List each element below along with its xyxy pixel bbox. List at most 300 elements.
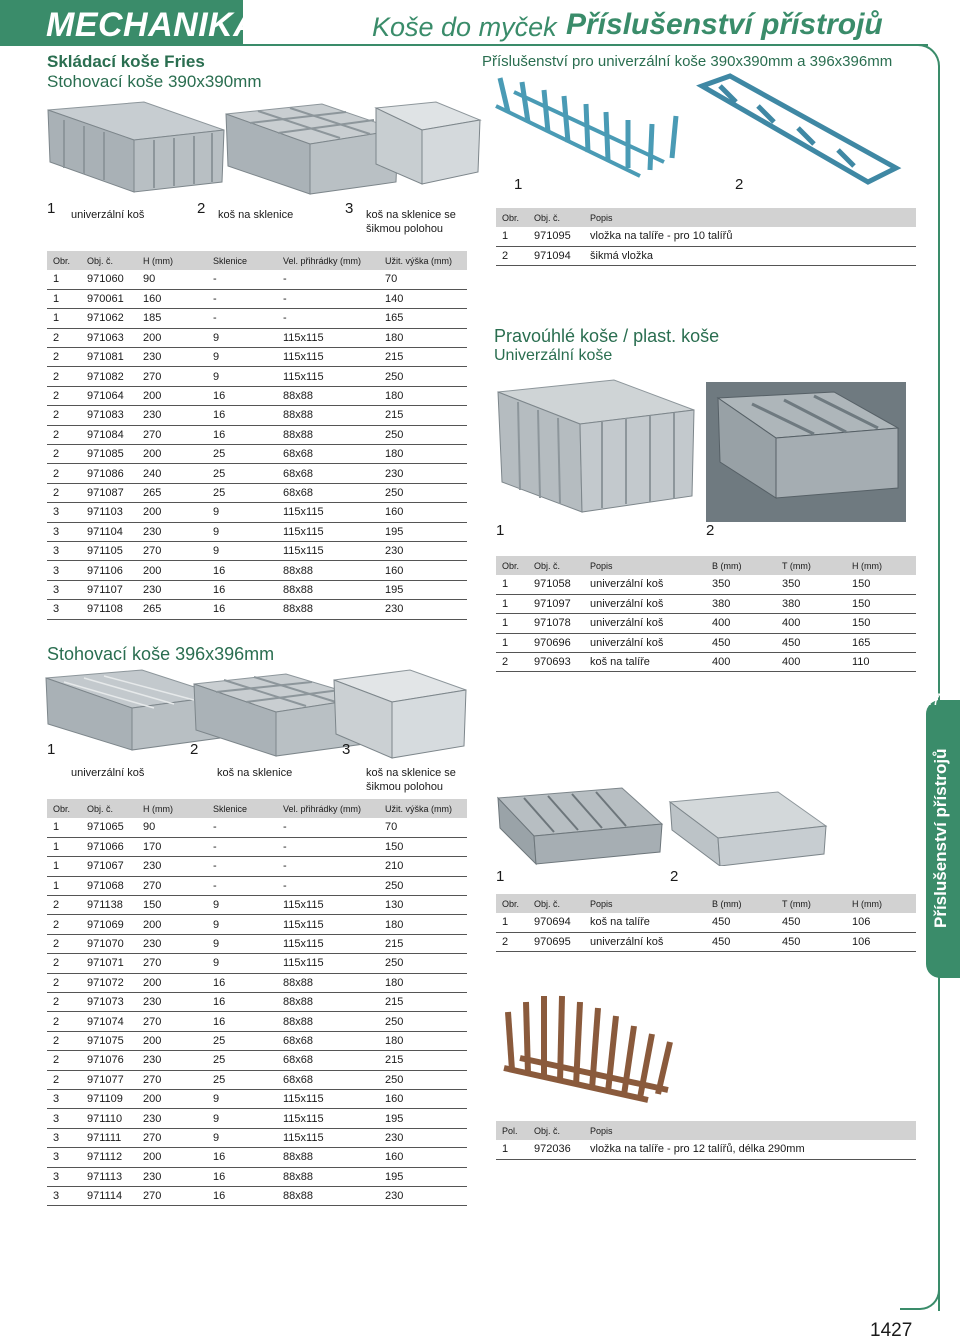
table-cell: 270 xyxy=(137,541,207,560)
table-cell: 115x115 xyxy=(277,934,379,953)
table-cell: 2 xyxy=(496,246,528,265)
table-row xyxy=(47,818,467,837)
col-header: H (mm) xyxy=(137,251,207,270)
table-row xyxy=(47,503,467,522)
table-cell: 250 xyxy=(379,1012,467,1031)
table-cell: 3 xyxy=(47,541,81,560)
table-cell: 265 xyxy=(137,483,207,502)
table-cell: 1 xyxy=(47,270,81,289)
item-3-label: koš na sklenice se šikmou polohou xyxy=(366,767,456,793)
table-cell: 9 xyxy=(207,522,277,541)
table-header-row xyxy=(496,208,916,227)
table-row xyxy=(47,561,467,580)
section-subheading-396: Stohovací koše 396x396mm xyxy=(47,644,275,664)
table-cell: 9 xyxy=(207,1109,277,1128)
table-cell: 115x115 xyxy=(277,522,379,541)
table-cell: 68x68 xyxy=(277,464,379,483)
table-cell: 3 xyxy=(47,1109,81,1128)
table-row xyxy=(47,425,467,444)
table-cell: 971138 xyxy=(81,896,137,915)
table-cell: 2 xyxy=(47,973,81,992)
table-row xyxy=(496,227,916,246)
table-cell: 2 xyxy=(47,406,81,425)
table-cell: 88x88 xyxy=(277,386,379,405)
table-cell: 971112 xyxy=(81,1148,137,1167)
table-cell: 971111 xyxy=(81,1128,137,1147)
table-cell: 2 xyxy=(47,425,81,444)
table-cell: 230 xyxy=(137,1167,207,1186)
table-row xyxy=(47,386,467,405)
table-cell: 971075 xyxy=(81,1031,137,1050)
table-cell: 971073 xyxy=(81,993,137,1012)
table-cell: univerzální koš xyxy=(584,594,706,613)
table-cell: 971095 xyxy=(528,227,584,246)
universal-basket-images xyxy=(494,378,908,528)
accessory-1-number: 1 xyxy=(514,176,523,193)
table-cell: 9 xyxy=(207,348,277,367)
table-cell: 16 xyxy=(207,1012,277,1031)
table-cell: 971109 xyxy=(81,1089,137,1108)
table-cell: 115x115 xyxy=(277,896,379,915)
table-header-row xyxy=(496,556,916,575)
table-cell: 115x115 xyxy=(277,541,379,560)
table-cell: 90 xyxy=(137,818,207,837)
table-cell: 230 xyxy=(137,934,207,953)
item-1-label: univerzální koš xyxy=(71,767,145,779)
table-cell: 972036 xyxy=(528,1140,584,1159)
table-cell: 971081 xyxy=(81,348,137,367)
table-cell: 88x88 xyxy=(277,973,379,992)
table-cell: 2 xyxy=(47,934,81,953)
col-header: Obr. xyxy=(496,556,528,575)
table-cell: 2 xyxy=(47,1070,81,1089)
table-cell: 971068 xyxy=(81,876,137,895)
col-header: Vel. přihrádky (mm) xyxy=(277,251,379,270)
table-cell: vložka na talíře - pro 10 talířů xyxy=(584,227,916,246)
col-header: Užit. výška (mm) xyxy=(379,799,467,818)
table-cell: 970061 xyxy=(81,289,137,308)
table-row xyxy=(47,445,467,464)
table-cell: 3 xyxy=(47,1148,81,1167)
table-cell: 270 xyxy=(137,954,207,973)
table-cell: 250 xyxy=(379,1070,467,1089)
table-cell: 230 xyxy=(137,522,207,541)
table-cell: 9 xyxy=(207,367,277,386)
table-row xyxy=(47,309,467,328)
table-cell: 971087 xyxy=(81,483,137,502)
table-cell: 971070 xyxy=(81,934,137,953)
table-cell: 195 xyxy=(379,1167,467,1186)
table-cell: 2 xyxy=(496,653,528,672)
table-cell: 25 xyxy=(207,445,277,464)
col-header: Sklenice xyxy=(207,799,277,818)
table-row xyxy=(47,289,467,308)
table-cell: 16 xyxy=(207,386,277,405)
table-cell: 2 xyxy=(47,1012,81,1031)
col-header: H (mm) xyxy=(137,799,207,818)
table-cell: koš na talíře xyxy=(584,913,706,932)
table-row xyxy=(47,934,467,953)
item-2-label: koš na sklenice xyxy=(218,209,294,221)
table-cell: - xyxy=(207,309,277,328)
large-1-number: 1 xyxy=(496,868,505,885)
table-cell: 2 xyxy=(47,896,81,915)
table-cell: 130 xyxy=(379,896,467,915)
table-row xyxy=(47,464,467,483)
table-cell: 971063 xyxy=(81,328,137,347)
table-row xyxy=(496,575,916,594)
table-row xyxy=(47,876,467,895)
table-cell: 971062 xyxy=(81,309,137,328)
table-cell: 3 xyxy=(47,1186,81,1205)
table-cell: 200 xyxy=(137,445,207,464)
table-cell: 9 xyxy=(207,896,277,915)
table-row xyxy=(496,633,916,652)
table-row xyxy=(47,1089,467,1108)
table-cell: 3 xyxy=(47,580,81,599)
table-cell: 180 xyxy=(379,328,467,347)
table-cell: 3 xyxy=(47,1089,81,1108)
table-cell: 1 xyxy=(496,1140,528,1159)
table-cell: 200 xyxy=(137,915,207,934)
table-cell: 88x88 xyxy=(277,1148,379,1167)
table-cell: 971084 xyxy=(81,425,137,444)
table-cell: 88x88 xyxy=(277,993,379,1012)
table-cell: univerzální koš xyxy=(584,932,706,951)
table-cell: - xyxy=(207,837,277,856)
table-cell: 215 xyxy=(379,348,467,367)
table-cell: 270 xyxy=(137,1012,207,1031)
glass-crate-image xyxy=(226,104,398,194)
brand-title: MECHANIKA xyxy=(46,6,259,44)
table-cell: 250 xyxy=(379,367,467,386)
table-cell: 970693 xyxy=(528,653,584,672)
table-cell: 180 xyxy=(379,386,467,405)
table-cell: 270 xyxy=(137,425,207,444)
table-cell: 16 xyxy=(207,600,277,619)
section-heading-fries: Skládací koše Fries xyxy=(47,52,205,71)
table-cell: 25 xyxy=(207,464,277,483)
table-cell: 88x88 xyxy=(277,1186,379,1205)
table-cell: 140 xyxy=(379,289,467,308)
table-cell: 9 xyxy=(207,915,277,934)
table-cell: 970696 xyxy=(528,633,584,652)
table-cell: 25 xyxy=(207,483,277,502)
table-cell: 971104 xyxy=(81,522,137,541)
table-cell: 230 xyxy=(137,993,207,1012)
table-cell: 210 xyxy=(379,857,467,876)
table-cell: 200 xyxy=(137,386,207,405)
table-cell: 88x88 xyxy=(277,1167,379,1186)
table-cell: 450 xyxy=(706,932,776,951)
table-cell: 150 xyxy=(379,837,467,856)
table-cell: 250 xyxy=(379,876,467,895)
table-row xyxy=(496,594,916,613)
table-cell: vložka na talíře - pro 12 talířů, délka 290mm xyxy=(584,1140,916,1159)
table-cell: 970694 xyxy=(528,913,584,932)
table-cell: 971082 xyxy=(81,367,137,386)
table-cell: 265 xyxy=(137,600,207,619)
item-3-number: 3 xyxy=(345,200,354,217)
table-cell: 971086 xyxy=(81,464,137,483)
table-cell: 160 xyxy=(379,561,467,580)
table-cell: 3 xyxy=(47,1128,81,1147)
table-cell: 971094 xyxy=(528,246,584,265)
table-cell: 2 xyxy=(47,328,81,347)
col-header: Vel. přihrádky (mm) xyxy=(277,799,379,818)
table-cell: 25 xyxy=(207,1070,277,1089)
table-row xyxy=(47,1186,467,1205)
table-cell: 400 xyxy=(776,653,846,672)
table-row xyxy=(496,614,916,633)
footer-corner xyxy=(900,1290,940,1310)
accessory-2-number: 2 xyxy=(735,176,744,193)
col-header: Popis xyxy=(584,556,706,575)
table-cell: 68x68 xyxy=(277,1070,379,1089)
table-row xyxy=(47,993,467,1012)
table-cell: 70 xyxy=(379,818,467,837)
table-cell: 88x88 xyxy=(277,580,379,599)
table-cell: 971067 xyxy=(81,857,137,876)
col-header: Obr. xyxy=(47,799,81,818)
col-header: Sklenice xyxy=(207,251,277,270)
table-cell: - xyxy=(207,289,277,308)
table-cell: 150 xyxy=(846,575,916,594)
table-cell: 200 xyxy=(137,973,207,992)
table-cell: 230 xyxy=(137,580,207,599)
table-cell: 215 xyxy=(379,934,467,953)
table-cell: 971114 xyxy=(81,1186,137,1205)
table-header-row xyxy=(47,251,467,270)
col-header: Obr. xyxy=(496,894,528,913)
table-cell: 2 xyxy=(47,1031,81,1050)
table-row xyxy=(47,915,467,934)
table-cell: 380 xyxy=(706,594,776,613)
table-cell: 165 xyxy=(379,309,467,328)
table-cell: 2 xyxy=(47,483,81,502)
table-cell: 450 xyxy=(776,913,846,932)
table-cell: 180 xyxy=(379,973,467,992)
table-cell: 200 xyxy=(137,328,207,347)
table-cell: 971110 xyxy=(81,1109,137,1128)
rect-baskets-heading: Pravoúhlé koše / plast. koše xyxy=(494,326,720,346)
table-cell: 450 xyxy=(706,633,776,652)
table-cell: 16 xyxy=(207,561,277,580)
table-cell: 170 xyxy=(137,837,207,856)
item-2-number: 2 xyxy=(190,741,199,758)
table-row xyxy=(496,1140,916,1159)
table-cell: 16 xyxy=(207,973,277,992)
table-cell: 115x115 xyxy=(277,1109,379,1128)
plate-basket-450-image xyxy=(498,788,662,864)
table-cell: 150 xyxy=(846,614,916,633)
table-cell: 115x115 xyxy=(277,328,379,347)
table-row xyxy=(47,1070,467,1089)
table-row xyxy=(47,1012,467,1031)
table-cell: 250 xyxy=(379,483,467,502)
table-cell: 400 xyxy=(706,614,776,633)
col-header: T (mm) xyxy=(776,556,846,575)
table-cell: 971106 xyxy=(81,561,137,580)
table-cell: 195 xyxy=(379,580,467,599)
table-row xyxy=(47,406,467,425)
table-cell: 250 xyxy=(379,425,467,444)
table-cell: 380 xyxy=(776,594,846,613)
table-cell: 180 xyxy=(379,915,467,934)
col-header: Obj. č. xyxy=(81,251,137,270)
table-row xyxy=(47,483,467,502)
table-row xyxy=(47,600,467,619)
table-cell: 9 xyxy=(207,1128,277,1147)
table-cell: 200 xyxy=(137,1031,207,1050)
table-cell: 350 xyxy=(706,575,776,594)
table-row xyxy=(496,246,916,265)
table-cell: 2 xyxy=(47,954,81,973)
table-cell: 971069 xyxy=(81,915,137,934)
table-cell: 450 xyxy=(706,913,776,932)
table-cell: 1 xyxy=(496,913,528,932)
table-cell: 270 xyxy=(137,367,207,386)
section-title: Koše do myček xyxy=(372,12,557,42)
side-tab-label: Příslušenství přístrojů xyxy=(931,748,950,928)
table-cell: 200 xyxy=(137,503,207,522)
table-row xyxy=(47,837,467,856)
accessories-heading: Příslušenství pro univerzální koše 390x390mm a 396x396mm xyxy=(482,53,893,70)
category-title: Příslušenství přístrojů xyxy=(566,8,883,41)
table-row xyxy=(47,1031,467,1050)
table-row xyxy=(47,1109,467,1128)
table-cell: - xyxy=(207,857,277,876)
table-row xyxy=(47,1167,467,1186)
table-cell: 160 xyxy=(379,503,467,522)
table-cell: 200 xyxy=(137,1148,207,1167)
col-header: Obj. č. xyxy=(528,894,584,913)
table-cell: 230 xyxy=(379,1186,467,1205)
table-cell: 160 xyxy=(137,289,207,308)
col-header: H (mm) xyxy=(846,556,916,575)
table-cell: 230 xyxy=(379,600,467,619)
table-cell: 115x115 xyxy=(277,367,379,386)
table-cell: 88x88 xyxy=(277,425,379,444)
right-rail xyxy=(938,66,940,1311)
table-cell: 230 xyxy=(137,857,207,876)
item-1-label: univerzální koš xyxy=(71,209,145,221)
table-cell: 1 xyxy=(47,857,81,876)
table-cell: 1 xyxy=(496,594,528,613)
table-cell: 200 xyxy=(137,561,207,580)
table-cell: 270 xyxy=(137,1070,207,1089)
table-cell: 200 xyxy=(137,1089,207,1108)
table-cell: 971060 xyxy=(81,270,137,289)
table-cell: 88x88 xyxy=(277,1012,379,1031)
table-cell: 195 xyxy=(379,1109,467,1128)
table-cell: - xyxy=(277,270,379,289)
table-row xyxy=(47,522,467,541)
item-3-label: koš na sklenice se šikmou polohou xyxy=(366,209,456,235)
item-2-label: koš na sklenice xyxy=(217,767,293,779)
universal-2-number: 2 xyxy=(706,522,715,539)
col-header: Obj. č. xyxy=(81,799,137,818)
table-header-row xyxy=(496,1121,916,1140)
rect-baskets-subheading: Univerzální koše xyxy=(494,347,613,364)
table-cell: 180 xyxy=(379,1031,467,1050)
table-390 xyxy=(47,251,467,620)
plate-insert-image xyxy=(496,78,676,176)
table-cell: 180 xyxy=(379,445,467,464)
table-universal xyxy=(496,556,916,672)
large-2-number: 2 xyxy=(670,868,679,885)
col-header: Popis xyxy=(584,1121,916,1140)
table-cell: univerzální koš xyxy=(584,614,706,633)
table-cell: 115x115 xyxy=(277,915,379,934)
table-cell: 9 xyxy=(207,954,277,973)
col-header: Obj. č. xyxy=(528,208,584,227)
table-cell: univerzální koš xyxy=(584,575,706,594)
table-cell: šikmá vložka xyxy=(584,246,916,265)
table-cell: 9 xyxy=(207,503,277,522)
table-large xyxy=(496,894,916,952)
table-cell: 3 xyxy=(47,600,81,619)
table-cell: 1 xyxy=(496,227,528,246)
table-cell: 2 xyxy=(47,464,81,483)
item-2-number: 2 xyxy=(197,200,206,217)
table-cell: 971072 xyxy=(81,973,137,992)
table-header-row xyxy=(47,799,467,818)
table-cell: 160 xyxy=(379,1089,467,1108)
table-cell: 16 xyxy=(207,993,277,1012)
table-cell: 110 xyxy=(846,653,916,672)
table-row xyxy=(47,328,467,347)
universal-basket-450-image xyxy=(670,792,826,866)
table-cell: - xyxy=(277,837,379,856)
table-cell: 971108 xyxy=(81,600,137,619)
table-cell: 2 xyxy=(496,932,528,951)
col-header: T (mm) xyxy=(776,894,846,913)
table-cell: 1 xyxy=(496,614,528,633)
table-cell: 230 xyxy=(137,1051,207,1070)
table-cell: 9 xyxy=(207,328,277,347)
table-cell: 971077 xyxy=(81,1070,137,1089)
table-cell: 3 xyxy=(47,1167,81,1186)
item-1-number: 1 xyxy=(47,200,56,217)
table-cell: 195 xyxy=(379,522,467,541)
item-1-number: 1 xyxy=(47,741,56,758)
table-row xyxy=(47,367,467,386)
table-row xyxy=(47,954,467,973)
table-row xyxy=(47,270,467,289)
col-header: Obr. xyxy=(47,251,81,270)
table-cell: univerzální koš xyxy=(584,633,706,652)
col-header: Obj. č. xyxy=(528,1121,584,1140)
plate-basket-image xyxy=(706,382,906,522)
table-cell: 68x68 xyxy=(277,483,379,502)
table-cell: 400 xyxy=(706,653,776,672)
table-row xyxy=(496,932,916,951)
table-cell: 2 xyxy=(47,348,81,367)
table-cell: 2 xyxy=(47,915,81,934)
table-cell: 1 xyxy=(47,818,81,837)
col-header: B (mm) xyxy=(706,556,776,575)
large-basket-images xyxy=(494,784,834,866)
table-cell: 270 xyxy=(137,1186,207,1205)
table-cell: 3 xyxy=(47,561,81,580)
table-cell: 9 xyxy=(207,1089,277,1108)
open-universal-basket-image xyxy=(498,380,694,512)
table-cell: 270 xyxy=(137,1128,207,1147)
table-cell: - xyxy=(277,309,379,328)
table-396 xyxy=(47,799,467,1206)
table-cell: 25 xyxy=(207,1031,277,1050)
